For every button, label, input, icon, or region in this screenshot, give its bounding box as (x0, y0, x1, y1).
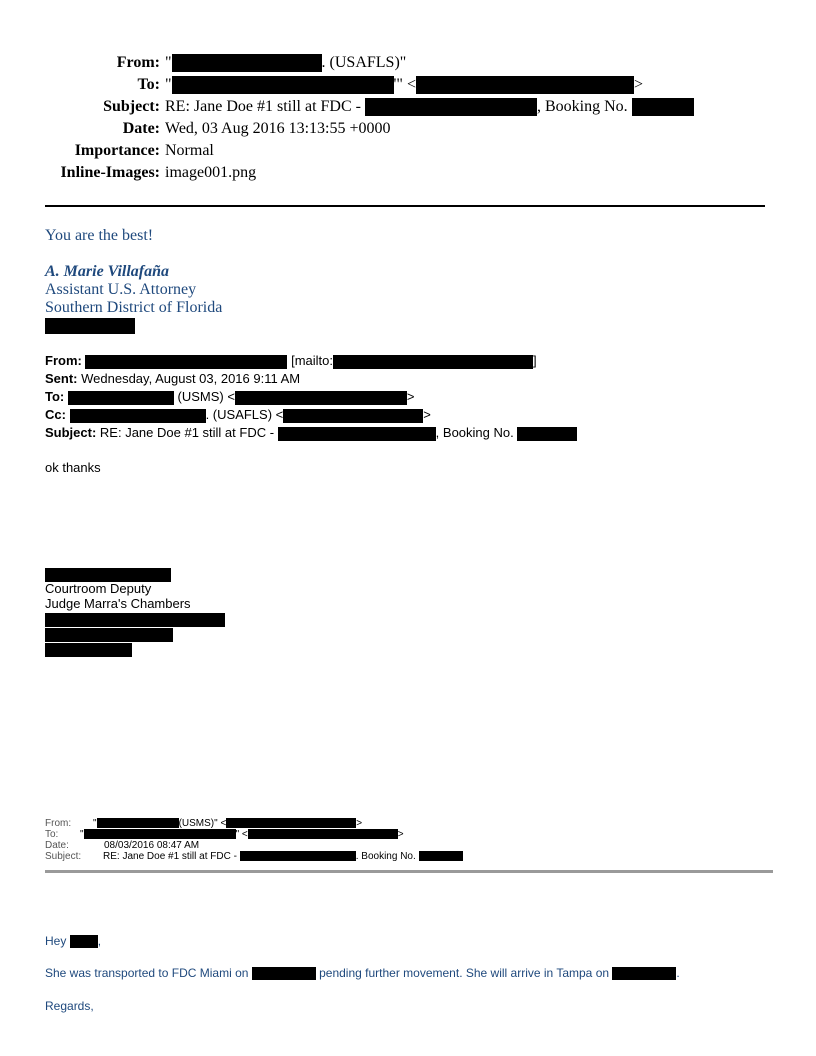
original-greeting (45, 933, 101, 949)
original-subject-booking: . Booking No. (355, 851, 416, 862)
forward-subject-text: RE: Jane Doe #1 still at FDC - (99, 425, 275, 440)
redaction-box (85, 355, 287, 369)
original-subject-text: RE: Jane Doe #1 still at FDC - (103, 851, 237, 862)
redaction-box (70, 935, 98, 948)
redaction-box (235, 391, 407, 405)
redaction-box (248, 829, 398, 839)
redaction-box (45, 568, 171, 582)
header-subject-booking: , Booking No. (536, 98, 628, 115)
signature-office: Southern District of Florida (45, 299, 223, 316)
header-date-value: Wed, 03 Aug 2016 13:13:55 +0000 (165, 120, 391, 137)
signature-chambers: Judge Marra's Chambers (45, 596, 191, 611)
original-transport-a: She was transported to FDC Miami on (45, 966, 249, 980)
redaction-box (45, 628, 173, 642)
forward-cc-close: > (423, 407, 431, 422)
quote-mark: " (165, 54, 172, 71)
forward-to-row (45, 388, 577, 406)
spacer (45, 245, 222, 263)
redaction-box (45, 643, 132, 657)
forward-cc-row (45, 406, 577, 424)
forward-sent-row (45, 370, 577, 388)
original-date-label: Date: (45, 840, 69, 851)
redaction-box (632, 98, 694, 116)
forward-sent-label: Sent: (45, 371, 78, 386)
redaction-box (419, 851, 463, 861)
forward-subject-booking: , Booking No. (435, 425, 514, 440)
original-to-label: To: (45, 829, 59, 840)
header-divider (45, 205, 765, 207)
header-to-close: > (633, 76, 643, 93)
original-from-label: From: (45, 818, 72, 829)
redaction-box (97, 818, 179, 828)
redaction-box (226, 818, 356, 828)
redaction-box (45, 318, 135, 334)
redaction-box (278, 427, 436, 441)
header-from-label: From: (116, 54, 160, 71)
original-subject-value (103, 851, 463, 862)
signature-redaction-row (45, 611, 225, 626)
original-to-value (80, 829, 404, 840)
redaction-box (68, 391, 174, 405)
header-to-value (165, 74, 643, 96)
header-importance-label: Importance: (74, 142, 160, 159)
forward-to-close: > (406, 389, 415, 404)
redaction-box (283, 409, 423, 423)
redaction-box (252, 967, 316, 980)
original-to-close: > (397, 829, 404, 840)
header-from-value (165, 52, 406, 74)
forward-sent-value: Wednesday, August 03, 2016 9:11 AM (81, 371, 301, 386)
redaction-box (172, 54, 322, 72)
original-transport-line (45, 965, 680, 981)
header-inline-images-row (0, 162, 816, 184)
forward-signature (45, 566, 225, 656)
reply-body (45, 227, 222, 335)
forward-header (45, 352, 577, 442)
header-from-row (0, 52, 816, 74)
forward-subject-row (45, 424, 577, 442)
header-date-label: Date: (122, 120, 160, 137)
reply-greeting: You are the best! (45, 227, 154, 244)
signature-redaction-row (45, 626, 225, 641)
header-inline-images-label: Inline-Images: (60, 164, 160, 181)
original-from-mid: (USMS)" < (178, 818, 227, 829)
header-subject-text: RE: Jane Doe #1 still at FDC - (165, 98, 361, 115)
header-subject-row (0, 96, 816, 118)
header-to-label: To: (137, 76, 160, 93)
header-importance-value: Normal (165, 142, 214, 159)
redaction-box (45, 613, 225, 627)
redaction-box (84, 829, 236, 839)
signature-redaction-row (45, 317, 222, 335)
signature-redaction-row (45, 566, 225, 581)
redaction-box (333, 355, 533, 369)
header-date-row (0, 118, 816, 140)
header-inline-images-value: image001.png (165, 164, 257, 181)
forward-subject-label: Subject: (45, 425, 97, 440)
redaction-box (172, 76, 394, 94)
header-from-suffix: . (USAFLS)" (321, 54, 407, 71)
original-transport-b: pending further movement. She will arrive in Tampa on (319, 966, 610, 980)
original-subject-label: Subject: (45, 851, 82, 862)
original-date-value: 08/03/2016 08:47 AM (104, 840, 200, 851)
redaction-box (612, 967, 676, 980)
signature-name: A. Marie Villafaña (45, 263, 170, 280)
header-to-mid: '" < (393, 76, 416, 93)
forward-mailto-close: ] (533, 353, 537, 368)
redaction-box (70, 409, 206, 423)
forward-from-row (45, 352, 577, 370)
header-subject-label: Subject: (103, 98, 160, 115)
header-to-row (0, 74, 816, 96)
original-transport-end: . (676, 966, 680, 980)
quote-mark: " (165, 76, 172, 93)
original-hey: Hey (45, 934, 67, 948)
quote-mark: " (80, 829, 84, 840)
email-header (0, 52, 816, 184)
original-hey-comma: , (97, 934, 102, 948)
forward-body: ok thanks (45, 460, 101, 475)
signature-title: Courtroom Deputy (45, 581, 152, 596)
original-divider (45, 870, 773, 873)
header-importance-row (0, 140, 816, 162)
forward-from-label: From: (45, 353, 82, 368)
redaction-box (240, 851, 356, 861)
signature-title: Assistant U.S. Attorney (45, 281, 197, 298)
forward-to-label: To: (45, 389, 65, 404)
signature-redaction-row (45, 641, 225, 656)
header-subject-value (165, 96, 694, 118)
redaction-box (365, 98, 537, 116)
original-from-value (93, 818, 362, 829)
redaction-box (517, 427, 577, 441)
forward-cc-mid: . (USAFLS) < (205, 407, 284, 422)
quote-mark: " (93, 818, 97, 829)
forward-mailto-open: [mailto: (291, 353, 333, 368)
original-from-close: > (356, 818, 363, 829)
forward-to-mid: (USMS) < (177, 389, 235, 404)
original-regards: Regards, (45, 999, 94, 1013)
redaction-box (416, 76, 634, 94)
original-to-mid: " < (235, 829, 248, 840)
forward-cc-label: Cc: (45, 407, 66, 422)
